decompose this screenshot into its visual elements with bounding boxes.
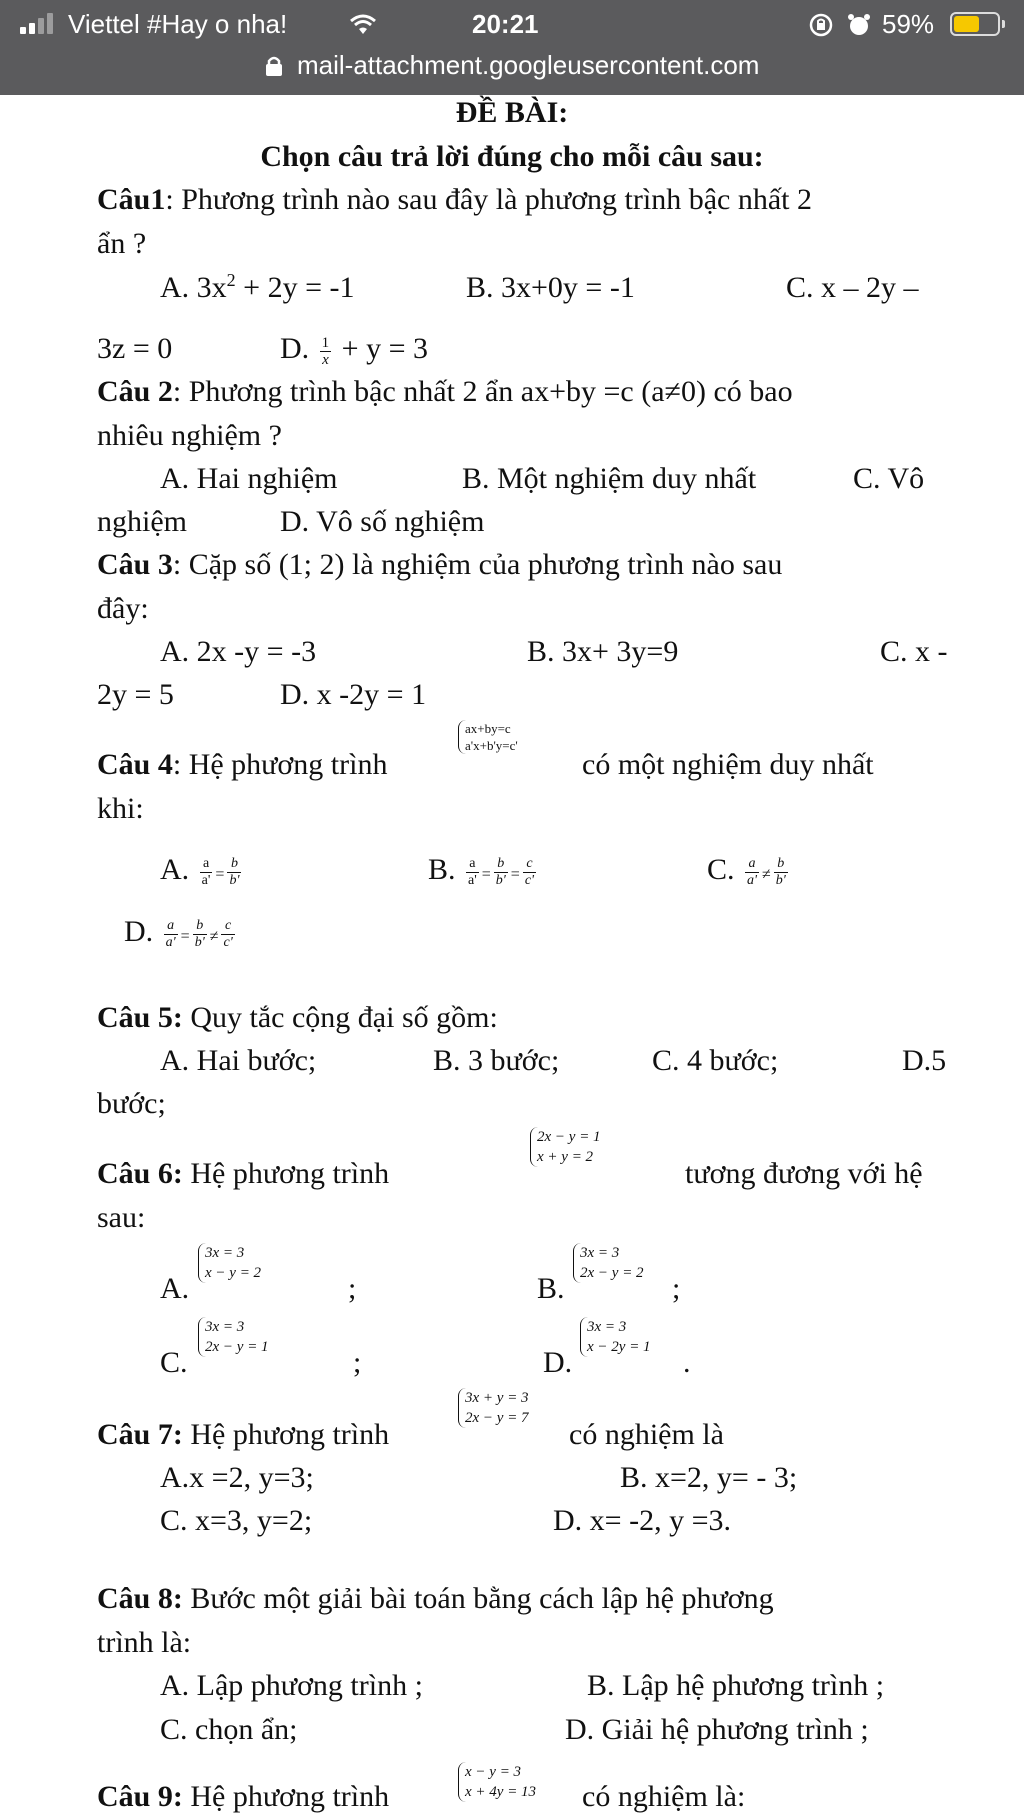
- q3-option-c: C. x -: [880, 635, 948, 668]
- q6-option-c: 3x = 3 2x − y = 1: [198, 1317, 269, 1357]
- q9-equation-system: x − y = 3 x + 4y = 13: [458, 1762, 536, 1802]
- q2-option-b: B. Một nghiệm duy nhất: [462, 462, 757, 495]
- instruction: Chọn câu trả lời đúng cho mỗi câu sau:: [260, 140, 764, 173]
- q4-option-b: B. $\frac{a}{a'}$ = $\frac{b}{b'}$ = $\frac{c}{c'}$: [428, 853, 535, 888]
- url-text[interactable]: mail-attachment.googleusercontent.com: [296, 50, 760, 80]
- rotation-lock-icon: [808, 12, 834, 38]
- carrier-name: Viettel #Hay o nha!: [68, 9, 288, 39]
- q3-option-d: D. x -2y = 1: [280, 678, 427, 711]
- q6-option-d-label: D.: [543, 1346, 573, 1379]
- q5-option-d-cont: bước;: [97, 1087, 166, 1120]
- page-title: ĐỀ BÀI:: [455, 96, 569, 129]
- question-3-cont: đây:: [97, 592, 149, 625]
- q7-option-d: D. x= -2, y =3.: [553, 1504, 731, 1537]
- q8-option-a: A. Lập phương trình ;: [160, 1669, 423, 1702]
- address-bar[interactable]: [0, 50, 1024, 90]
- question-label: Câu1: [97, 183, 166, 216]
- q6-equation-system: 2x − y = 1 x + y = 2: [530, 1127, 601, 1167]
- status-time: 20:21: [472, 9, 539, 39]
- q1-option-d: D. $\frac{1}{x}$ + y = 3: [280, 332, 429, 368]
- question-6: Câu 6: Hệ phương trình: [97, 1157, 390, 1190]
- question-9-tail: có nghiệm là:: [582, 1780, 746, 1813]
- q6-option-c-label: C.: [160, 1346, 188, 1379]
- q2-option-c-cont: nghiệm: [97, 505, 187, 538]
- q4-option-d: D. $\frac{a}{a'}$ = $\frac{b}{b'}$ ≠ $\frac{c}{c'}$: [124, 915, 233, 950]
- alarm-icon: [846, 12, 872, 38]
- browser-top-bar: [0, 0, 1024, 95]
- q7-equation-system: 3x + y = 3 2x − y = 7: [458, 1388, 529, 1428]
- q4-option-c: C. $\frac{a}{a'}$ ≠ $\frac{b}{b'}$: [707, 853, 786, 888]
- q6-option-b-label: B.: [537, 1272, 565, 1305]
- q1-option-c: C. x – 2y –: [786, 271, 919, 304]
- battery-icon: [950, 12, 1000, 36]
- question-8: Câu 8: Bước một giải bài toán bằng cách lập hệ phương: [97, 1582, 774, 1615]
- q8-option-c: C. chọn ẩn;: [160, 1713, 298, 1746]
- lock-icon: [265, 55, 283, 77]
- q8-option-d: D. Giải hệ phương trình ;: [565, 1713, 869, 1746]
- q7-option-c: C. x=3, y=2;: [160, 1504, 313, 1537]
- question-2: Câu 2: Phương trình bậc nhất 2 ẩn ax+by =c (a≠0) có bao: [97, 375, 793, 408]
- q2-option-d: D. Vô số nghiệm: [280, 505, 485, 538]
- q6-sep-d: .: [683, 1346, 691, 1379]
- q7-option-b: B. x=2, y= - 3;: [620, 1461, 798, 1494]
- question-3: Câu 3: Cặp số (1; 2) là nghiệm của phương trình nào sau: [97, 548, 783, 581]
- question-1-cont: ẩn ?: [97, 227, 147, 260]
- q3-option-b: B. 3x+ 3y=9: [527, 635, 679, 668]
- question-4: Câu 4: Hệ phương trình: [97, 748, 388, 781]
- status-bar: [0, 0, 1024, 50]
- q6-option-d: 3x = 3 x − 2y = 1: [580, 1317, 651, 1357]
- question-4-cont: khi:: [97, 792, 144, 825]
- q4-equation-system: ax+by=c a'x+b'y=c': [458, 720, 518, 754]
- question-7-tail: có nghiệm là: [569, 1418, 724, 1451]
- question-2-cont: nhiêu nghiệm ?: [97, 419, 282, 452]
- q5-option-d: D.5: [902, 1044, 947, 1077]
- cellular-signal-icon: [20, 12, 56, 34]
- question-1: Câu1: Phương trình nào sau đây là phương trình bậc nhất 2: [97, 183, 812, 216]
- q6-option-a-label: A.: [160, 1272, 190, 1305]
- question-5: Câu 5: Quy tắc cộng đại số gồm:: [97, 1001, 498, 1034]
- q6-sep-c: ;: [353, 1346, 362, 1379]
- q6-sep-a: ;: [348, 1272, 357, 1305]
- battery-percentage: 59%: [882, 9, 935, 39]
- q5-option-a: A. Hai bước;: [160, 1044, 317, 1077]
- q3-option-a: A. 2x -y = -3: [160, 635, 317, 668]
- q5-option-c: C. 4 bước;: [652, 1044, 779, 1077]
- document-page: [0, 95, 1024, 1820]
- wifi-icon: [348, 12, 378, 36]
- question-8-cont: trình là:: [97, 1626, 192, 1659]
- q3-option-c-cont: 2y = 5: [97, 678, 174, 711]
- q6-sep-b: ;: [672, 1272, 681, 1305]
- q5-option-b: B. 3 bước;: [433, 1044, 560, 1077]
- q2-option-a: A. Hai nghiệm: [160, 462, 338, 495]
- question-9: Câu 9: Hệ phương trình: [97, 1780, 390, 1813]
- q2-option-c: C. Vô: [853, 462, 925, 495]
- q6-option-b: 3x = 3 2x − y = 2: [573, 1243, 644, 1283]
- question-6-tail: tương đương với hệ: [685, 1157, 923, 1190]
- q6-option-a: 3x = 3 x − y = 2: [198, 1243, 261, 1283]
- q1-option-a: A. $3x^2 + 2y = -1$: [160, 270, 355, 304]
- question-7: Câu 7: Hệ phương trình: [97, 1418, 390, 1451]
- q4-option-a: A. $\frac{a}{a'}$ = $\frac{b}{b'}$: [160, 853, 240, 888]
- q1-option-c-cont: 3z = 0: [97, 332, 173, 365]
- question-6-cont: sau:: [97, 1201, 146, 1234]
- q1-option-b: B. 3x+0y = -1: [466, 271, 635, 304]
- q7-option-a: A.x =2, y=3;: [160, 1461, 314, 1494]
- q8-option-b: B. Lập hệ phương trình ;: [587, 1669, 885, 1702]
- question-4-tail: có một nghiệm duy nhất: [582, 748, 874, 781]
